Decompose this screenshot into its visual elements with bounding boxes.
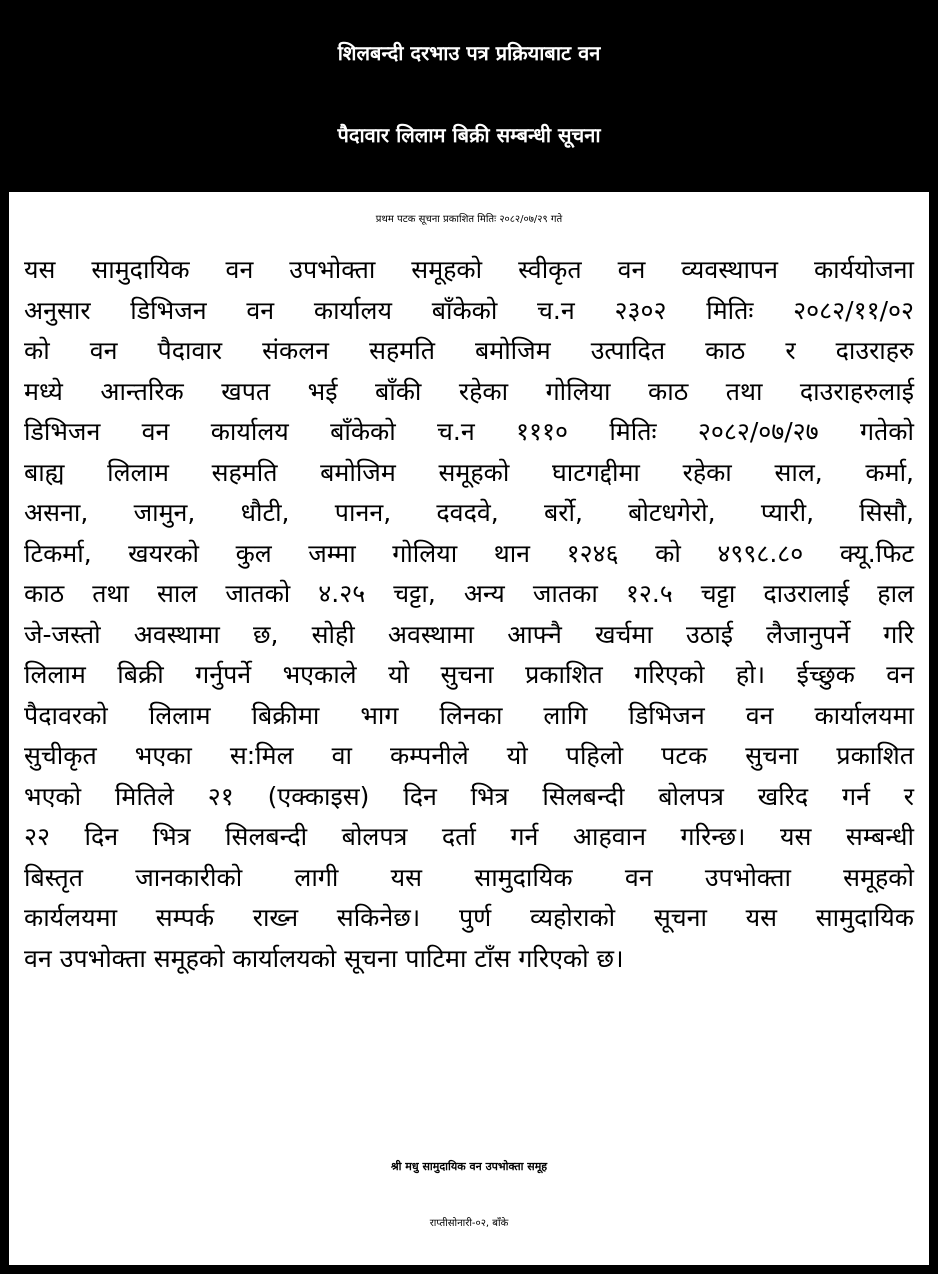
body-line: लिलाम बिक्री गर्नुपर्ने भएकाले यो सुचना प्रकाशित गरिएको हो। ईच्छुक वन (24, 660, 914, 689)
body-line: कार्यलयमा सम्पर्क राख्न सकिनेछ। पुर्ण व्यहोराको सूचना यस सामुदायिक (24, 903, 914, 932)
organization-address: राप्तीसोनारी-०२, बाँके (429, 1218, 509, 1229)
notice-title-banner (0, 0, 938, 192)
body-line: को वन पैदावार संकलन सहमति बमोजिम उत्पादित काठ र दाउराहरु (24, 336, 914, 365)
body-line: असना, जामुन, धौटी, पानन, दवदवे, बर्रो, बोटधगेरो, प्यारी, सिसौ, (24, 498, 914, 527)
body-line: पैदावरको लिलाम बिक्रीमा भाग लिनका लागि डिभिजन वन कार्यालयमा (24, 700, 914, 730)
body-line: अनुसार डिभिजन वन कार्यालय बाँकेको च.न २३०२ मितिः २०८२/११/०२ (24, 295, 914, 325)
publish-date-line: प्रथम पटक सूचना प्रकाशित मितिः २०८२/०७/२९ गते (375, 214, 563, 225)
body-line: वन उपभोक्ता समूहको कार्यालयको सूचना पाटिमा टाँस गरिएको छ। (24, 943, 624, 973)
body-line: बाह्य लिलाम सहमति बमोजिम समूहको घाटगद्दीमा रहेका साल, कर्मा, (24, 457, 914, 487)
body-line: काठ तथा साल जातको ४.२५ चट्टा, अन्य जातका १२.५ चट्टा दाउरालाई हाल (24, 579, 914, 608)
body-line: सुचीकृत भएका स:मिल वा कम्पनीले यो पहिलो पटक सुचना प्रकाशित (24, 741, 914, 770)
notice-body (24, 250, 914, 979)
body-line: डिभिजन वन कार्यालय बाँकेको च.न १११० मितिः २०८२/०७/२७ गतेको (24, 417, 914, 446)
notice-title-line-1: शिलबन्दी दरभाउ पत्र प्रक्रियाबाट वन (337, 41, 601, 65)
notice-title-line-2: पैदावार लिलाम बिक्री सम्बन्धी सूचना (337, 123, 601, 147)
body-line: भएको मितिले २१ (एक्काइस) दिन भित्र सिलबन्दी बोलपत्र खरिद गर्न र (24, 781, 914, 811)
body-line: यस सामुदायिक वन उपभोक्ता समूहको स्वीकृत वन व्यवस्थापन कार्ययोजना (24, 255, 914, 284)
body-line: बिस्तृत जानकारीको लागी यस सामुदायिक वन उपभोक्ता समूहको (24, 862, 914, 892)
body-line: जे-जस्तो अवस्थामा छ, सोही अवस्थामा आफ्नै खर्चमा उठाई लैजानुपर्ने गरि (24, 619, 914, 649)
organization-name: श्री मधु सामुदायिक वन उपभोक्ता समूह (390, 1160, 548, 1173)
body-line: २२ दिन भित्र सिलबन्दी बोलपत्र दर्ता गर्न आहवान गरिन्छ। यस सम्बन्धी (24, 822, 914, 851)
body-line: मध्ये आन्तरिक खपत भई बाँकी रहेका गोलिया काठ तथा दाउराहरुलाई (24, 376, 914, 406)
body-line: टिकर्मा, खयरको कुल जम्मा गोलिया थान १२४६ को ४९९८.८० क्यू.फिट (24, 538, 914, 568)
